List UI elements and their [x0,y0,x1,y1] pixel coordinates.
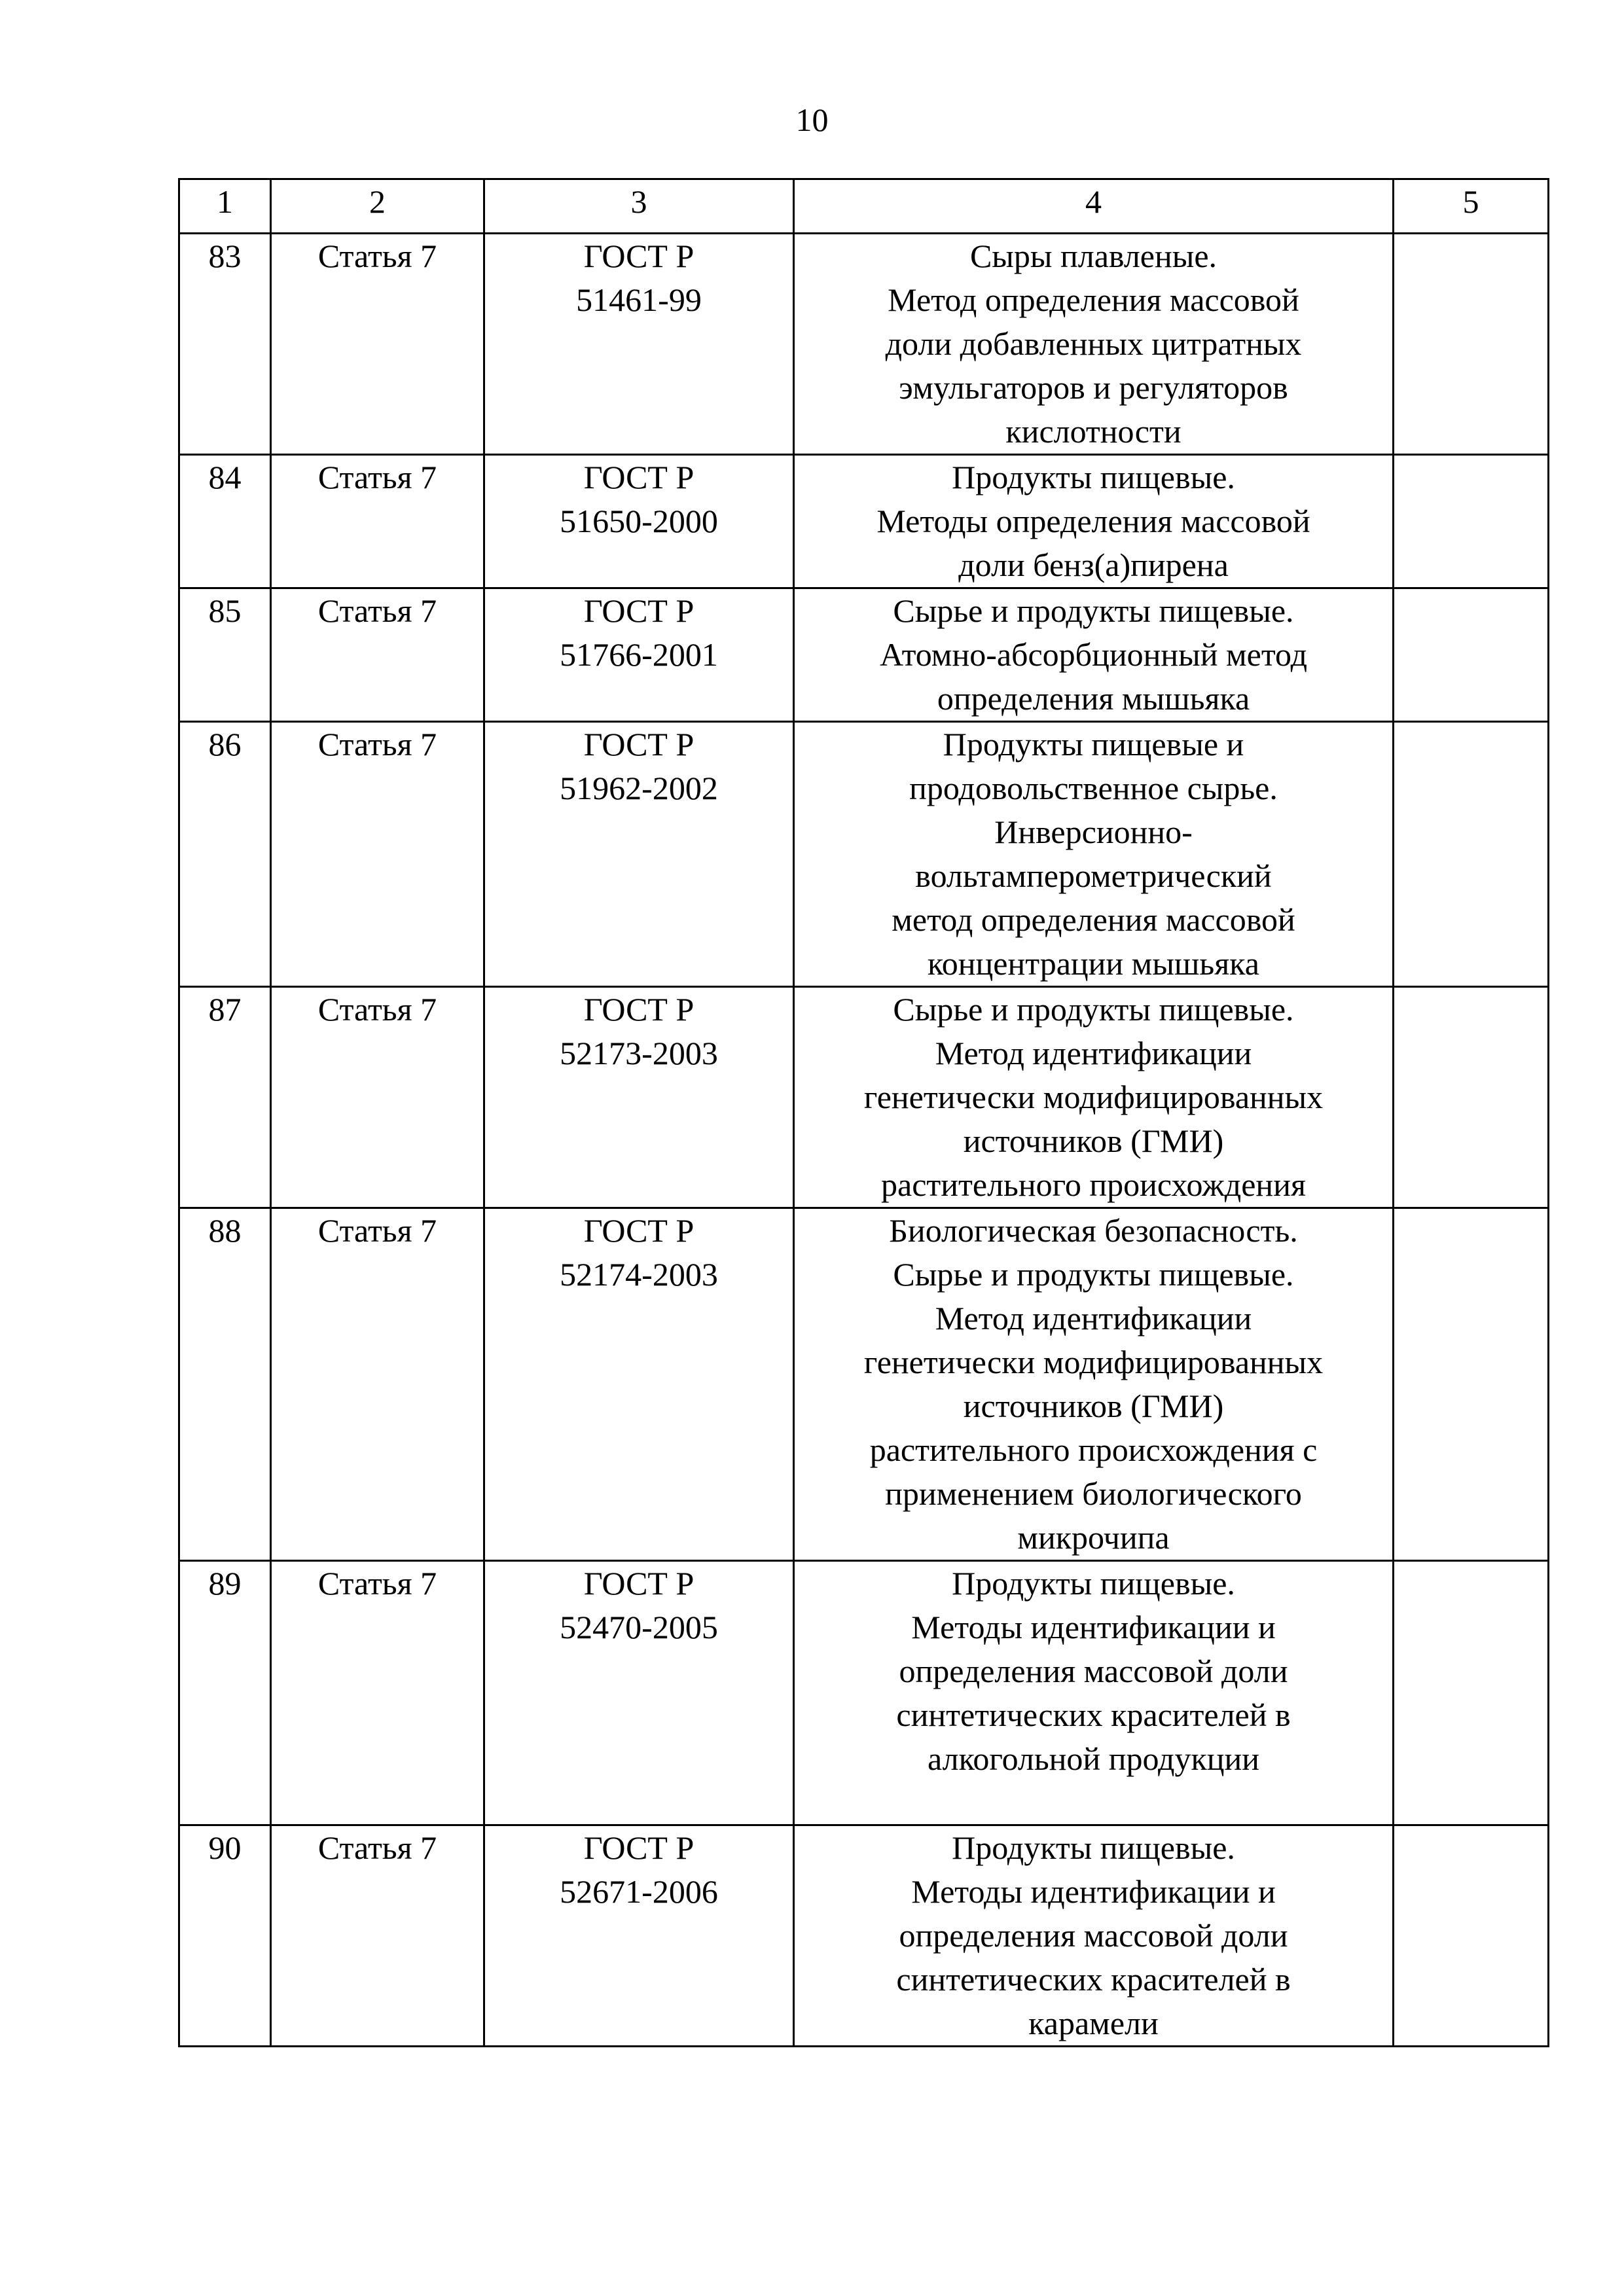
standard-line: 51766-2001 [560,636,718,673]
standard-line: ГОСТ Р [583,592,695,629]
row-standard [484,1561,794,1825]
row-description [794,722,1394,987]
standard-line: ГОСТ Р [583,1565,695,1602]
column-header-5: 5 [1394,179,1549,234]
row-number: 85 [179,588,271,722]
row-article: Статья 7 [271,1825,484,2047]
standard-line: 52173-2003 [560,1035,718,1071]
table-row [179,455,1549,588]
standards-table [178,178,1549,2047]
description-line: алкогольной продукции [927,1740,1260,1777]
table-row [179,722,1549,987]
description-line: метод определения массовой [892,901,1295,938]
column-header-2: 2 [271,179,484,234]
description-line: генетически модифицированных [863,1344,1324,1380]
description-line: Метод идентификации [935,1300,1252,1336]
description-line: Биологическая безопасность. [889,1212,1298,1249]
row-article: Статья 7 [271,987,484,1208]
description-line: Метод идентификации [935,1035,1252,1071]
row-description [794,588,1394,722]
description-line: растительного происхождения с [869,1431,1318,1468]
table-row [179,1561,1549,1825]
standard-line: 52671-2006 [560,1873,718,1910]
description-line: Продукты пищевые. [952,1565,1235,1602]
row-note [1394,1825,1549,2047]
description-line: Методы идентификации и [911,1873,1276,1910]
row-standard [484,722,794,987]
standard-line: ГОСТ Р [583,726,695,762]
row-article: Статья 7 [271,1561,484,1825]
row-number: 83 [179,234,271,455]
row-number: 90 [179,1825,271,2047]
description-line: определения мышьяка [937,680,1250,717]
description-line: эмульгаторов и регуляторов [899,369,1288,406]
standard-line: 52174-2003 [560,1256,718,1293]
standard-line: ГОСТ Р [583,991,695,1028]
description-line: Сырье и продукты пищевые. [893,1256,1294,1293]
description-line: Инверсионно- [994,814,1193,850]
description-line: доли добавленных цитратных [885,325,1302,362]
row-number: 86 [179,722,271,987]
page-number: 10 [795,101,829,138]
description-line: микрочипа [1017,1519,1170,1556]
column-header-1: 1 [179,179,271,234]
row-note [1394,1208,1549,1561]
row-number: 84 [179,455,271,588]
description-line: концентрации мышьяка [928,945,1259,982]
description-line: вольтамперометрический [915,857,1272,894]
row-description [794,1208,1394,1561]
row-description [794,1561,1394,1825]
standard-line: 51650-2000 [560,503,718,539]
row-description [794,234,1394,455]
column-header-3: 3 [484,179,794,234]
standard-line: 51962-2002 [560,770,718,806]
description-line: Продукты пищевые. [952,459,1235,495]
description-line: доли бенз(а)пирена [958,547,1229,583]
row-note [1394,588,1549,722]
description-line: источников (ГМИ) [963,1388,1224,1424]
row-description [794,987,1394,1208]
description-line: применением биологического [885,1475,1302,1512]
row-article: Статья 7 [271,722,484,987]
description-line: синтетических красителей в [896,1961,1291,1998]
description-line: генетически модифицированных [863,1079,1324,1115]
description-line: Методы идентификации и [911,1609,1276,1645]
row-article: Статья 7 [271,455,484,588]
row-standard [484,588,794,722]
row-standard [484,1208,794,1561]
row-standard [484,455,794,588]
description-line: продовольственное сырье. [909,770,1278,806]
description-line: Метод определения массовой [888,281,1299,318]
table-body [179,179,1549,2047]
row-note [1394,455,1549,588]
description-line: Сырье и продукты пищевые. [893,592,1294,629]
standard-line: ГОСТ Р [583,238,695,274]
row-number: 88 [179,1208,271,1561]
description-line: Атомно-абсорбционный метод [879,636,1308,673]
description-line: определения массовой доли [899,1917,1288,1954]
description-line: карамели [1028,2005,1159,2041]
standard-line: ГОСТ Р [583,459,695,495]
row-article: Статья 7 [271,234,484,455]
description-line: Продукты пищевые. [952,1829,1235,1866]
row-note [1394,1561,1549,1825]
standard-line: 52470-2005 [560,1609,718,1645]
row-article: Статья 7 [271,1208,484,1561]
row-standard [484,987,794,1208]
row-number: 89 [179,1561,271,1825]
table-row [179,987,1549,1208]
row-article: Статья 7 [271,588,484,722]
row-description [794,455,1394,588]
table-row [179,1825,1549,2047]
description-line: кислотности [1005,413,1182,450]
description-line: определения массовой доли [899,1653,1288,1689]
description-line: Сырье и продукты пищевые. [893,991,1294,1028]
description-line: синтетических красителей в [896,1696,1291,1733]
row-note [1394,722,1549,987]
standard-line: ГОСТ Р [583,1212,695,1249]
standard-line: 51461-99 [576,281,702,318]
row-number: 87 [179,987,271,1208]
row-standard [484,1825,794,2047]
table-row [179,234,1549,455]
row-note [1394,234,1549,455]
column-header-4: 4 [794,179,1394,234]
standard-line: ГОСТ Р [583,1829,695,1866]
description-line: источников (ГМИ) [963,1122,1224,1159]
description-line: Сыры плавленые. [969,238,1218,274]
row-standard [484,234,794,455]
header-row [179,179,1549,234]
description-line: растительного происхождения [881,1166,1306,1203]
row-description [794,1825,1394,2047]
table-row [179,588,1549,722]
description-line: Продукты пищевые и [943,726,1244,762]
row-note [1394,987,1549,1208]
description-line: Методы определения массовой [876,503,1310,539]
table-row [179,1208,1549,1561]
